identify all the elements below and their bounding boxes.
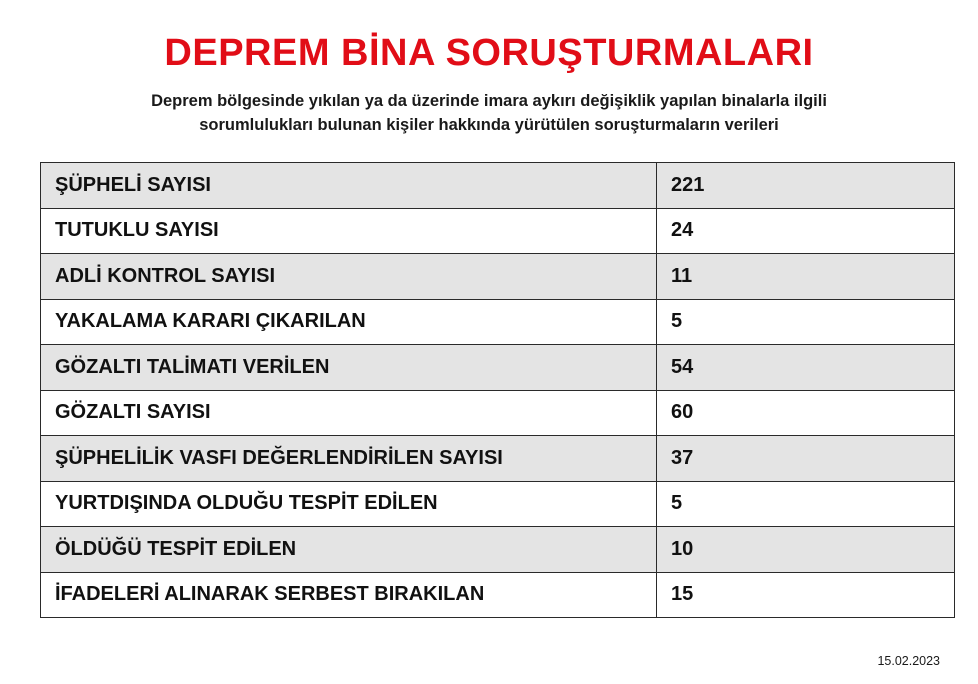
row-label: ŞÜPHELİLİK VASFI DEĞERLENDİRİLEN SAYISI <box>41 436 657 482</box>
row-value: 11 <box>657 254 955 300</box>
row-label: GÖZALTI TALİMATI VERİLEN <box>41 345 657 391</box>
row-value: 24 <box>657 208 955 254</box>
statistics-table <box>40 162 955 618</box>
row-label: YURTDIŞINDA OLDUĞU TESPİT EDİLEN <box>41 481 657 527</box>
row-value: 60 <box>657 390 955 436</box>
table-row <box>41 390 955 436</box>
row-label: ADLİ KONTROL SAYISI <box>41 254 657 300</box>
row-value: 54 <box>657 345 955 391</box>
table-row <box>41 254 955 300</box>
table-row <box>41 208 955 254</box>
row-value: 15 <box>657 572 955 618</box>
row-value: 5 <box>657 299 955 345</box>
row-label: İFADELERİ ALINARAK SERBEST BIRAKILAN <box>41 572 657 618</box>
row-label: TUTUKLU SAYISI <box>41 208 657 254</box>
page-title: DEPREM BİNA SORUŞTURMALARI <box>164 32 814 74</box>
row-label: YAKALAMA KARARI ÇIKARILAN <box>41 299 657 345</box>
row-value: 5 <box>657 481 955 527</box>
row-value: 37 <box>657 436 955 482</box>
table-row <box>41 345 955 391</box>
publication-date: 15.02.2023 <box>877 654 940 668</box>
row-label: ÖLDÜĞÜ TESPİT EDİLEN <box>41 527 657 573</box>
row-value: 221 <box>657 163 955 209</box>
page-subtitle <box>40 89 938 137</box>
table-row <box>41 163 955 209</box>
table-row <box>41 572 955 618</box>
subtitle-line-2: sorumlulukları bulunan kişiler hakkında yürütülen soruşturmaların verileri <box>199 116 779 134</box>
row-label: ŞÜPHELİ SAYISI <box>41 163 657 209</box>
table-row <box>41 481 955 527</box>
subtitle-line-1: Deprem bölgesinde yıkılan ya da üzerinde imara aykırı değişiklik yapılan binalarla ilgili <box>151 92 827 110</box>
row-label: GÖZALTI SAYISI <box>41 390 657 436</box>
table-row <box>41 299 955 345</box>
row-value: 10 <box>657 527 955 573</box>
table-row <box>41 436 955 482</box>
table-row <box>41 527 955 573</box>
